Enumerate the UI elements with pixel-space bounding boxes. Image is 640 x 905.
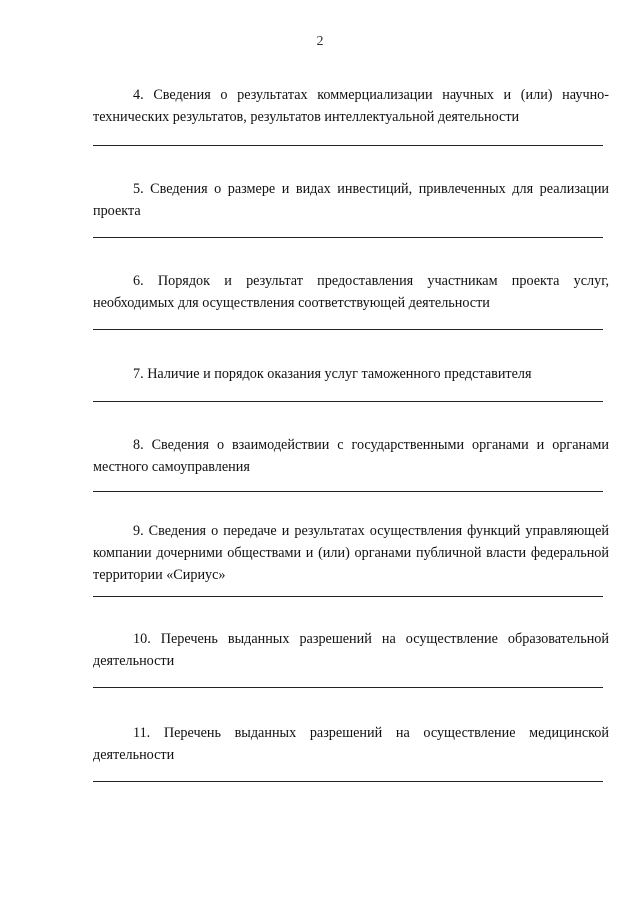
section-6 [93,270,609,314]
section-4-fill-line[interactable] [93,145,603,146]
section-10 [93,628,609,672]
section-7 [93,363,609,385]
section-10-text: 10. Перечень выданных разрешений на осуществление образовательной деятельности [93,631,609,669]
page-number: 2 [316,34,324,49]
section-11-text: 11. Перечень выданных разрешений на осуществление медицинской деятельности [93,725,609,763]
section-6-text: 6. Порядок и результат предоставления участникам проекта услуг, необходимых для осуществления соответствующей деятельности [93,273,609,311]
section-10-fill-line[interactable] [93,687,603,688]
section-7-text: 7. Наличие и порядок оказания услуг таможенного представителя [133,366,532,382]
section-11 [93,722,609,766]
section-6-fill-line[interactable] [93,329,603,330]
section-9-text: 9. Сведения о передаче и результатах осуществления функций управляющей компании дочерними обществами и (или) органами публичной власти федеральной территории «Сириус» [93,523,609,583]
section-8-text: 8. Сведения о взаимодействии с государственными органами и органами местного самоуправления [93,437,609,475]
section-11-fill-line[interactable] [93,781,603,782]
section-9-fill-line[interactable] [93,596,603,597]
section-7-fill-line[interactable] [93,401,603,402]
section-5 [93,178,609,222]
section-8-fill-line[interactable] [93,491,603,492]
section-5-fill-line[interactable] [93,237,603,238]
section-4-text: 4. Сведения о результатах коммерциализации научных и (или) научно-технических результатов, результатов интеллектуальной деятельности [93,87,609,125]
section-9 [93,520,609,586]
section-5-text: 5. Сведения о размере и видах инвестиций, привлеченных для реализации проекта [93,181,609,219]
section-8 [93,434,609,478]
section-4 [93,84,609,128]
